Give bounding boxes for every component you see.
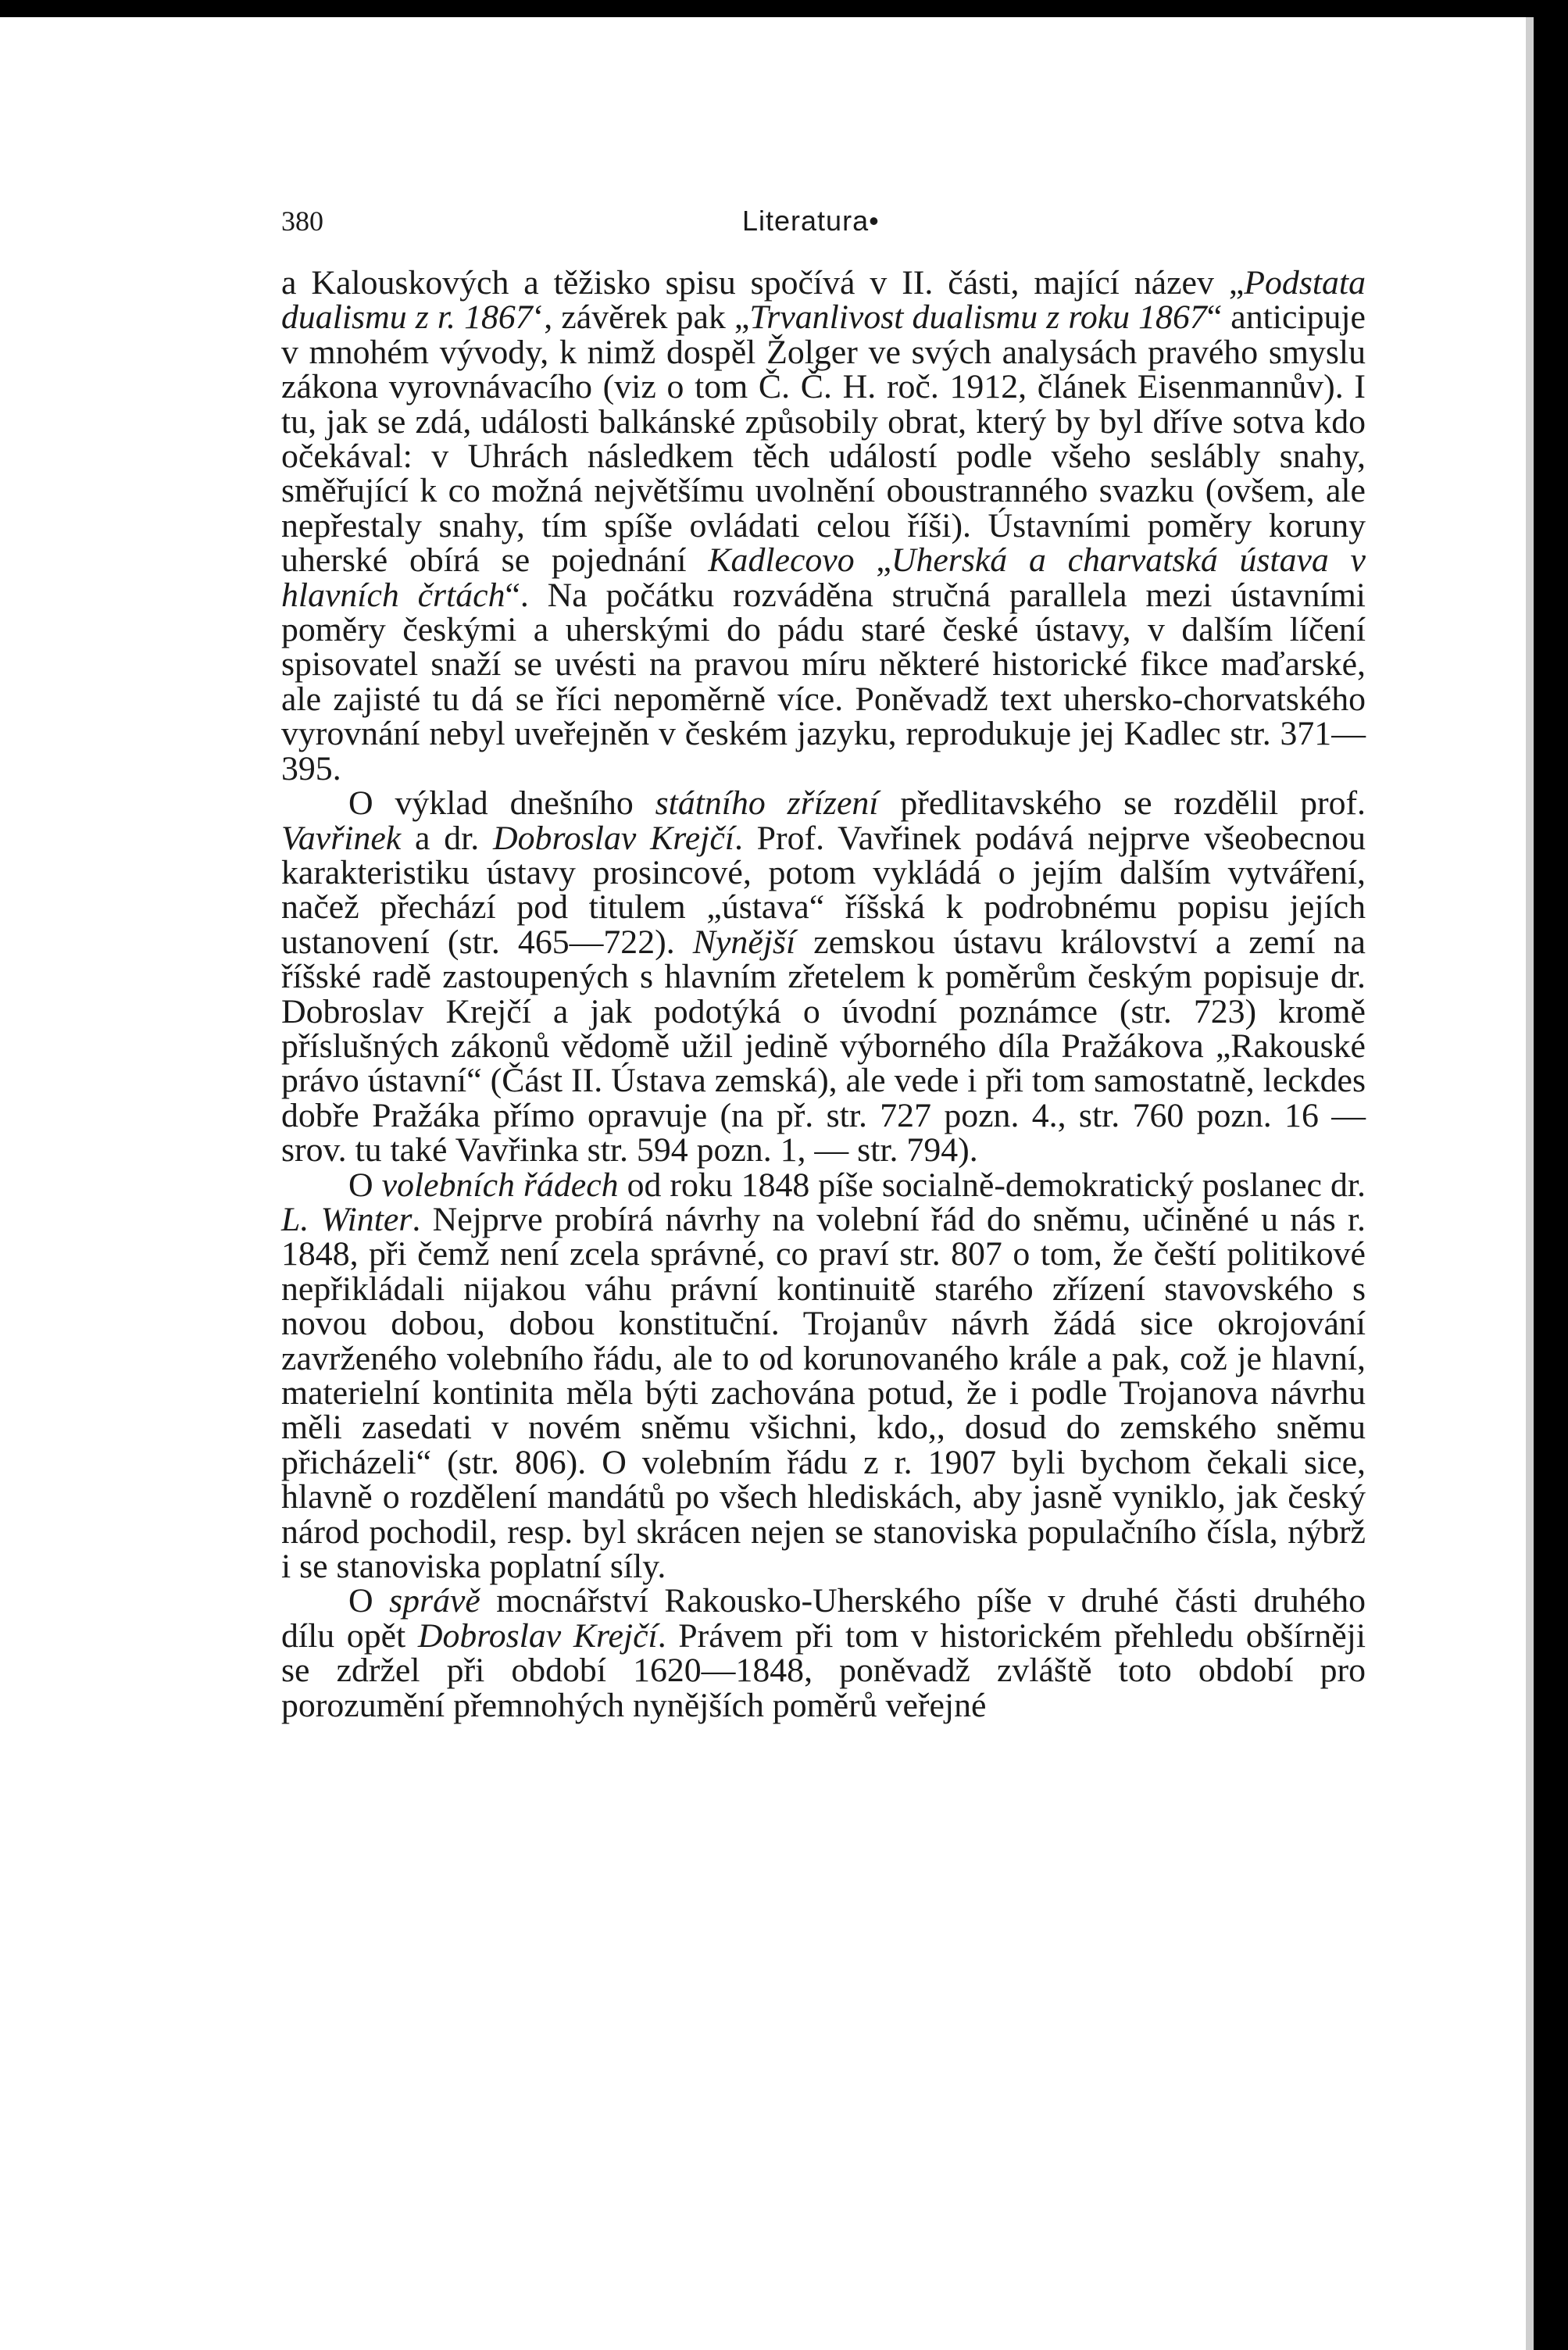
- paragraph: [281, 1584, 1366, 1723]
- italic-text: L. Winter: [281, 1200, 413, 1238]
- page-number: 380: [281, 205, 323, 237]
- body-text: [281, 266, 1366, 1723]
- italic-text: Vavřinek: [281, 819, 402, 857]
- italic-text: volebních řádech: [381, 1166, 619, 1204]
- text-run: O: [348, 1582, 390, 1620]
- italic-text: Trvanlivost dualismu z roku 1867: [749, 298, 1207, 337]
- paragraph: [281, 266, 1366, 786]
- text-run: ‘, závěrek pak „: [532, 298, 750, 337]
- text-run: “. Na počátku rozváděna stručná parallela mezi ústavními poměry českými a uherskými do pádu staré české ústavy, v dalším líčení spisovatel snaží se uvésti na pravou míru některé historické fikce maďarské, ale zajisté tu dá se říci nepoměrně více. Poněvadž text uhersko-chorvatského vyrovnání nebyl uveřejněn v českém jazyku, reprodukuje jej Kadlec str. 371—395.: [281, 576, 1366, 788]
- text-run: “ anticipuje v mnohém vývody, k nimž dospěl Žolger ve svých analysách pravého smyslu zákona vyrovnávacího (viz o tom Č. Č. H. roč. 1912, článek Eisenmannův). I tu, jak se zdá, události balkánské způsobily obrat, který by byl dříve sotva kdo očekával: v Uhrách následkem těch událostí podle všeho seslábly snahy, směřující k co možná největšímu uvolnění oboustranného svazku (ovšem, ale nepřestaly snahy, tím spíše ovládati celou říši). Ústavními poměry koruny uherské obírá se pojednání: [281, 298, 1366, 580]
- scan-shadow-right: [1526, 17, 1534, 2350]
- text-run: . Právem při tom v historickém přehledu obšírněji se zdržel při období 1620—1848, poněvadž zvláště toto období pro porozumění přemnohých nynějších poměrů veřejné: [281, 1616, 1366, 1724]
- text-run: . Nejprve probírá návrhy na volební řád do sněmu, učiněné u nás r. 1848, při čemž není zcela správné, co praví str. 807 o tom, že čeští politikové nepřikládali nijakou váhu právní kontinuitě starého zřízení stavovského s novou dobou, dobou konstituční. Trojanův návrh žádá sice okrojování zavrženého volebního řádu, ale to od korunovaného krále a pak, což je hlavní, materielní kontinita měla býti zachována potud, že i podle Trojanova návrhu měli zasedati v novém sněmu všichni, kdo,, dosud do zemského sněmu přicházeli“ (str. 806). O volebním řádu z r. 1907 byli bychom čekali sice, hlavně o rozdělení mandátů po všech hlediskách, aby jasně vyniklo, jak český národ pochodil, resp. byl skrácen nejen se stanoviska populačního čísla, nýbrž i se stanoviska poplatní síly.: [281, 1200, 1366, 1586]
- italic-text: Dobroslav Krejčí: [493, 819, 734, 857]
- scan-border-right: [1534, 0, 1568, 2350]
- text-run: . Prof. Vavřinek podává nejprve všeobecnou karakteristiku ústavy prosincové, potom vykládá o jejím dalším vytváření, načež přechází pod titulem „ústava“ říšská k podrobnému popisu jejích ustanovení (str. 465—722).: [281, 819, 1366, 961]
- text-run: O výklad dnešního: [348, 784, 655, 823]
- paragraph: [281, 1168, 1366, 1584]
- italic-text: Podstata dualismu z r. 1867: [281, 264, 1366, 337]
- text-run: mocnářství Rakousko-Uherského píše v druhé části druhého dílu opět: [281, 1582, 1366, 1655]
- italic-text: Kadlecovo: [708, 541, 855, 580]
- italic-text: Nynější: [692, 923, 796, 961]
- text-run: a Kalouskových a těžisko spisu spočívá v II. části, mající název „: [281, 264, 1245, 302]
- italic-text: Dobroslav Krejčí: [417, 1616, 658, 1655]
- text-run: zemskou ústavu království a zemí na říšské radě zastoupených s hlavním zřetelem k poměrům českým popisuje dr. Dobroslav Krejčí a jak podotýká o úvodní poznámce (str. 723) kromě příslušných zákonů vědomě užil jedině výborného díla Pražákova „Rakouské právo ústavní“ (Část II. Ústava zemská), ale vede i při tom samostatně, leckdes dobře Pražáka přímo opravuje (na př. str. 727 pozn. 4., str. 760 pozn. 16 — srov. tu také Vavřinka str. 594 pozn. 1, — str. 794).: [281, 923, 1366, 1170]
- text-run: a dr.: [401, 819, 494, 857]
- running-title: Literatura•: [742, 205, 880, 237]
- paragraph: [281, 784, 1366, 1170]
- text-run: O: [348, 1166, 382, 1204]
- page-header: [281, 205, 1406, 252]
- text-run: „: [854, 541, 891, 580]
- text-run: od roku 1848 píše socialně-demokratický poslanec dr.: [618, 1166, 1366, 1204]
- italic-text: Uherská a charvatská ústava v hlavních črtách: [281, 541, 1366, 614]
- italic-text: správě: [389, 1582, 480, 1620]
- italic-text: státního zřízení: [655, 784, 879, 823]
- scan-border-top: [0, 0, 1568, 17]
- text-run: předlitavského se rozdělil prof.: [878, 784, 1366, 823]
